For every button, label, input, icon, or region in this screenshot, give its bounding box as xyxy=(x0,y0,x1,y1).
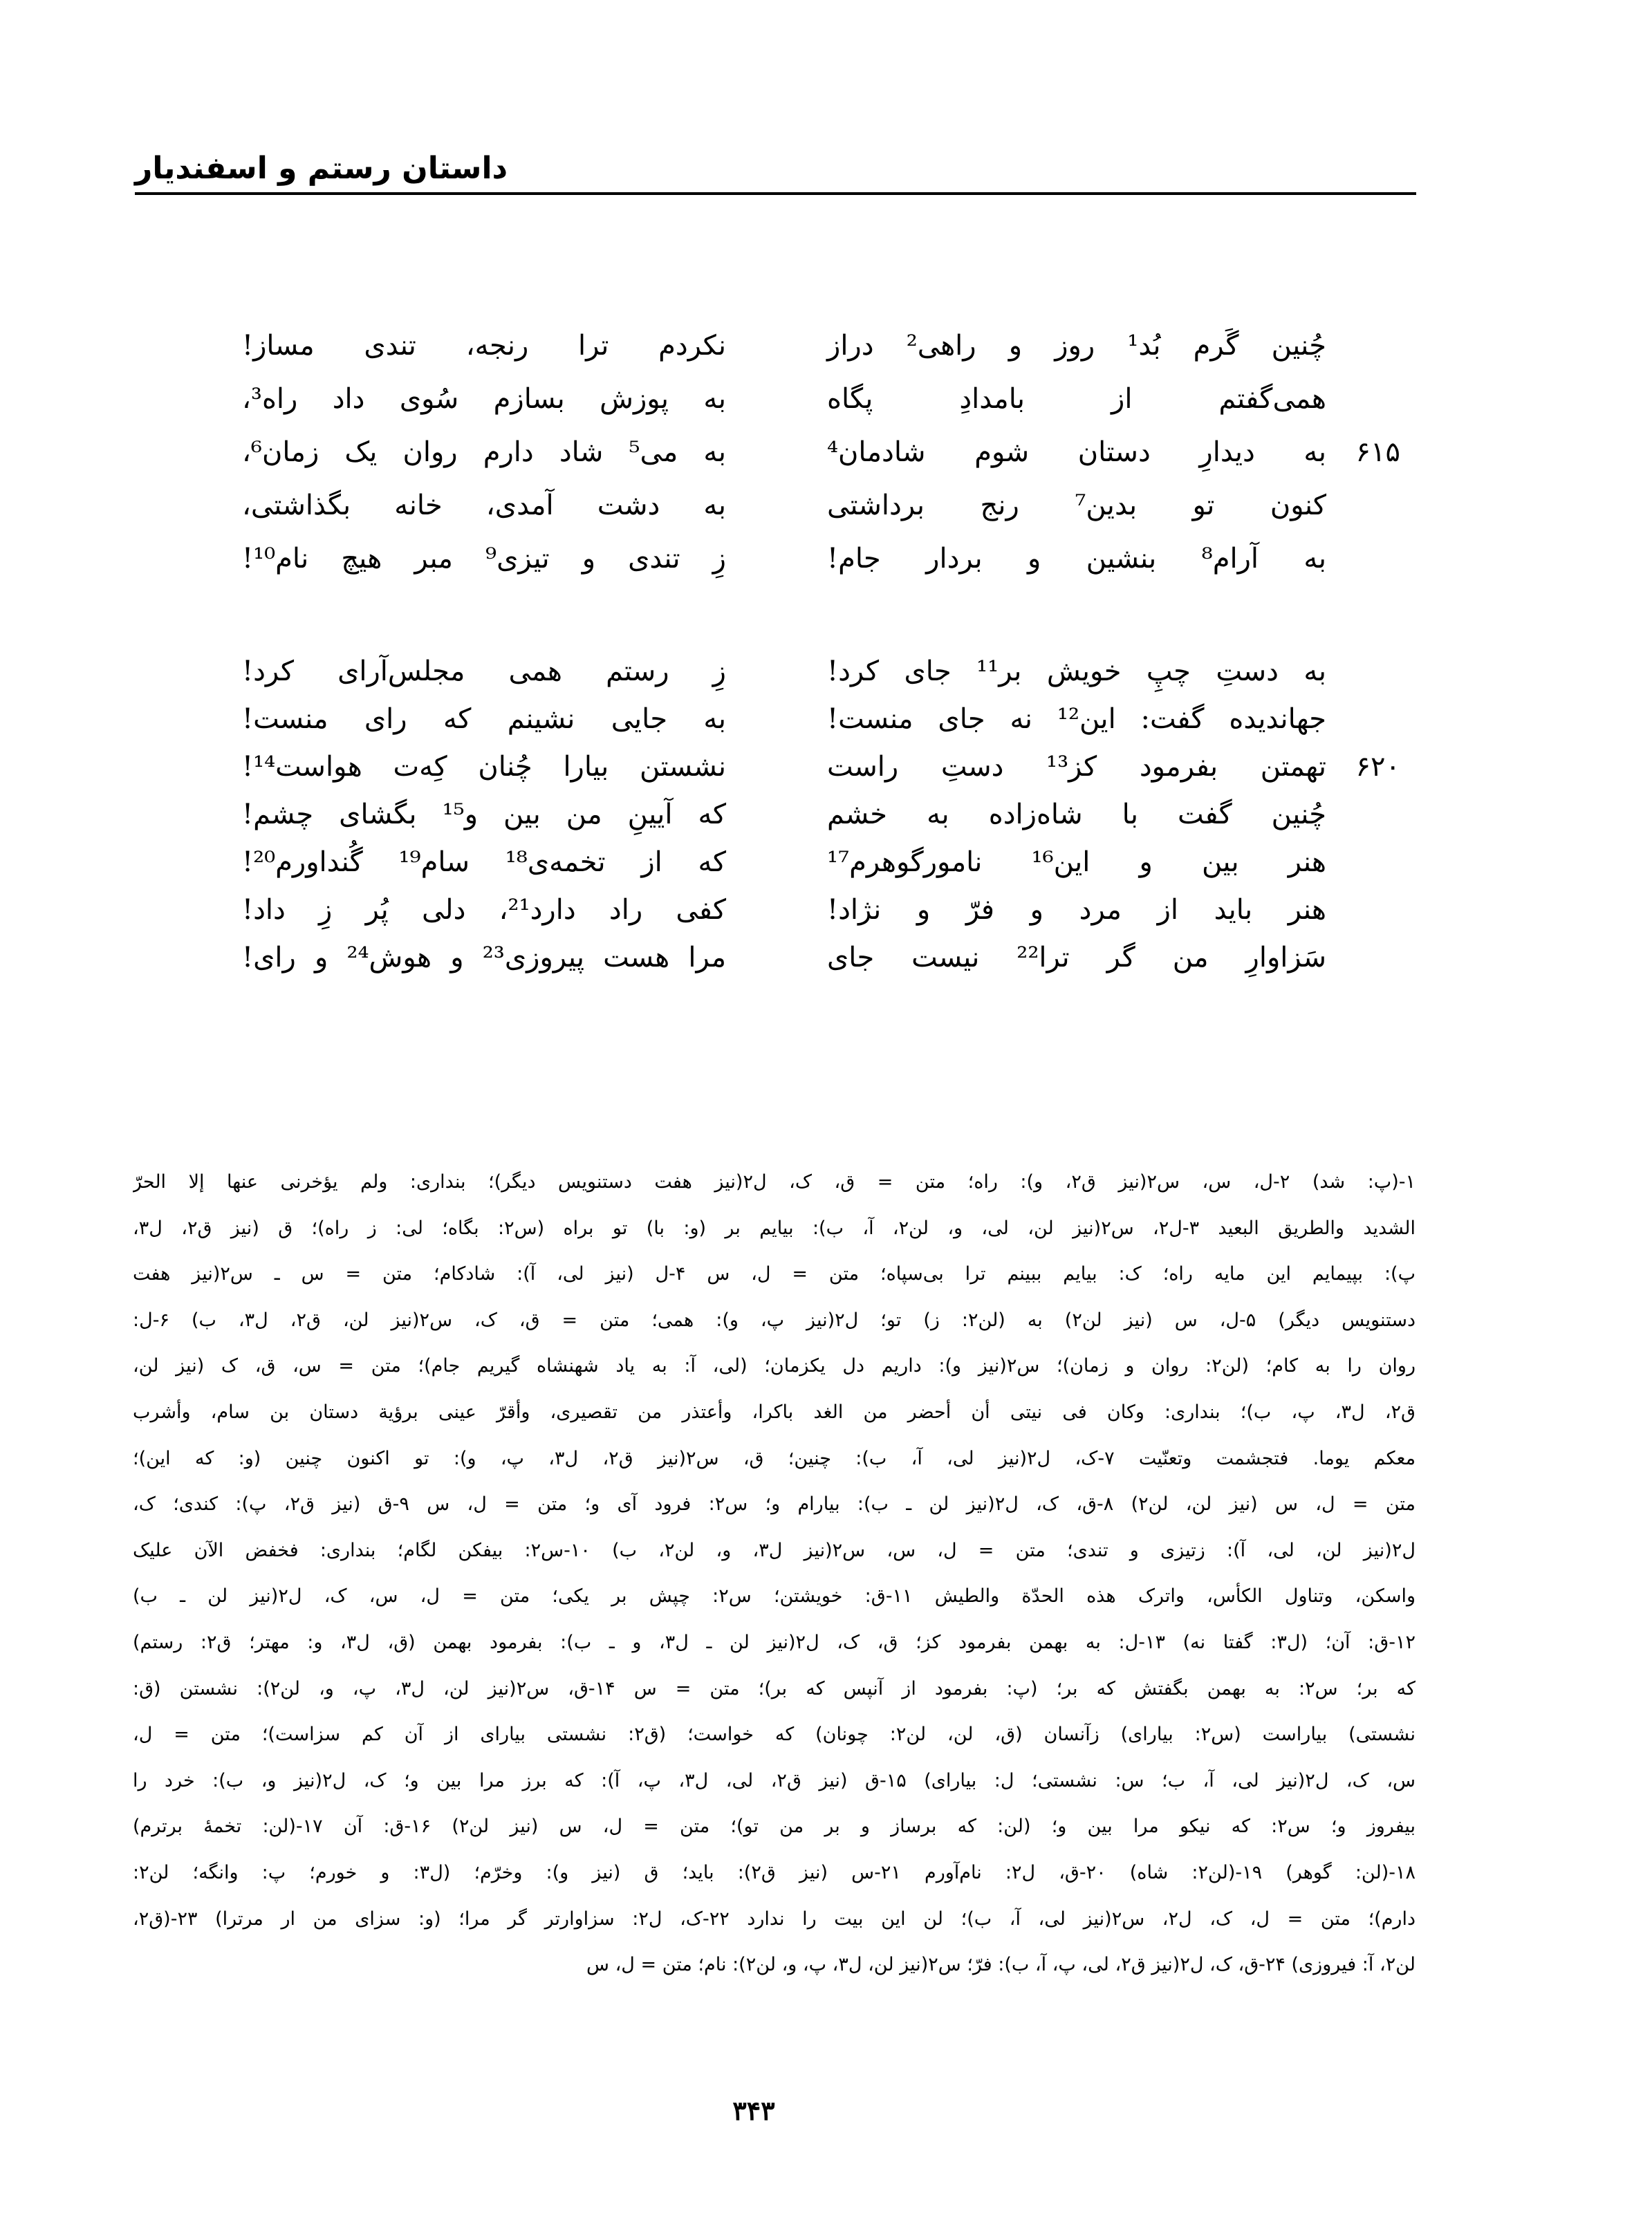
footnote-line: ۱۲-ق: آن؛ (ل۳: گفتا نه) ۱۳-ل: به بهمن بفرمود کز؛ ق، ک، ل۲(نیز لن ـ ل۳، و ـ ب): بفرمود بهمن (ق، ل۳، و: مهتر؛ ق۲: رستم) xyxy=(133,1631,1416,1653)
verse-line: تهمتن بفرمود کز¹³ دستِ راست xyxy=(827,751,1326,783)
footnote-line: معکم یوما. فتجشمت وتعنّیت ۷-ک، ل۲(نیز لی، آ، ب): چنین؛ ق، س۲(نیز ق۲، ل۳، پ، و): تو اکنون چنین (و: که این)؛ xyxy=(133,1447,1416,1469)
verse-line: سَزاوارِ من گر ترا²² نیست جای xyxy=(827,942,1326,973)
verse-number: ۶۲۰ xyxy=(1355,751,1400,783)
verse-line: چُنین گَرم بُد¹ روز و راهی² دراز xyxy=(827,330,1326,362)
verse-block-1-right-column xyxy=(827,319,1326,586)
footnote-line: لن۲، آ: فیروزی) ۲۴-ق، ک، ل۲(نیز ق۲، لی، پ، آ، ب): فرّ؛ س۲(نیز لن، ل۳، پ، و، لن۲): نام؛ متن = ل، س xyxy=(586,1954,1416,1976)
verse-line: کنون تو بدین⁷ رنج برداشتی xyxy=(827,490,1326,521)
footnote-line: الشدید والطریق البعید ۳-ل۲، س۲(نیز لن، لی، و، لن۲، آ، ب): بیایم بر (و: با) تو براه (س۲: بگاه؛ لی: ز راه)؛ ق (نیز ق۲، ل۳، xyxy=(133,1217,1416,1239)
footnote-line: دستنویس دیگر) ۵-ل، س (نیز لن۲) به (لن۲: ز) تو؛ ل۲(نیز پ، و): همی؛ متن = ق، ک، س۲(نیز لن، ق۲، ل۳، ب) ۶-ل: xyxy=(133,1309,1416,1331)
footnote-line: ل۲(نیز لن، لی، آ): زتیزی و تندی؛ متن = ل، س، س۲(نیز ل۳، و، لن۲، ب) ۱۰-س۲: بیفکن لگام؛ بنداری: فخفض الآن علیک xyxy=(133,1539,1416,1561)
verse-line: مرا هست پیروزی²³ و هوش²⁴ و رای! xyxy=(242,942,726,973)
verse-line: همی‌گفتم از بامدادِ پگاه xyxy=(827,383,1326,415)
footnote-line: بیفروز و؛ س۲: که نیکو مرا بین و؛ (لن: که برساز و بر من تو)؛ متن = ل، س (نیز لن۲) ۱۶-ق: آن ۱۷-(لن: تخمهٔ برترم) xyxy=(133,1816,1416,1838)
verse-line: هنر باید از مرد و فرّ و نژاد! xyxy=(827,894,1326,926)
verse-line: جهاندیده گفت: این¹² نه جای منست! xyxy=(827,703,1326,735)
verse-line: کفی راد دارد²¹، دلی پُر زِ داد! xyxy=(242,894,726,926)
verse-block-2-right-column xyxy=(827,648,1326,982)
footnote-line: ۱۸-(لن: گوهر) ۱۹-(لن۲: شاه) ۲۰-ق، ل۲: نام‌آورم ۲۱-س (نیز ق۲): باید؛ ق (نیز و): وخرّم؛ (ل۳: و خورم؛ پ: وانگه؛ لن۲: xyxy=(133,1861,1416,1883)
verse-number: ۶۱۵ xyxy=(1355,436,1400,468)
footnote-line: که بر؛ س۲: به بهمن بگفتش که بر؛ (پ: بفرمود از آنپس که بر)؛ متن = س ۱۴-ق، س۲(نیز لن، ل۳، پ، و، لن۲): نشستن (ق: xyxy=(133,1677,1416,1699)
verse-line: به دستِ چپِ خویش بر¹¹ جای کرد! xyxy=(827,655,1326,687)
verse-line: چُنین گفت با شاه‌زاده به خشم xyxy=(827,799,1326,830)
verse-line: به دیدارِ دستان شوم شادمان⁴ xyxy=(827,436,1326,468)
running-header-title: داستان رستم و اسفندیار xyxy=(135,151,508,186)
verse-line: به دشت آمدی، خانه بگذاشتی، xyxy=(242,490,726,521)
verse-line: زِ رستم همی مجلس‌آرای کرد! xyxy=(242,655,726,687)
footnote-line: س، ک، ل۲(نیز لی، آ، ب؛ س: نشستی؛ ل: بیارای) ۱۵-ق (نیز ق۲، لی، ل۳، پ، آ): که برز مرا بین و؛ ک، ل۲(نیز و، ب): خرد را xyxy=(133,1769,1416,1791)
footnotes xyxy=(133,1159,1416,1988)
footnote-line: ق۲، ل۳، پ، ب)؛ بنداری: وکان فی نیتی أن أحضر من الغد باکرا، وأعتذر من تقصیری، وأقرّ عینی برؤیة دستان بن سام، وأشرب xyxy=(133,1401,1416,1423)
verse-line: هنر بین و این¹⁶ نامورگوهرم¹⁷ xyxy=(827,846,1327,878)
footnote-line: پ): بپیمایم این مایه راه؛ ک: بیایم ببینم ترا بی‌سپاه؛ متن = ل، س ۴-ل (نیز لی، آ): شادکام؛ متن = س ـ س۲(نیز هفت xyxy=(133,1263,1416,1285)
verse-line: که آیینِ من بین و¹⁵ بگشای چشم! xyxy=(242,799,726,830)
footnote-line: نشستی) بیاراست (س۲: بیارای) زآنسان (ق، لن، لن۲: چونان) که خواست؛ (ق۲: نشستی بیارای از آن کم سزاست)؛ متن = ل، xyxy=(133,1724,1416,1746)
header-rule xyxy=(135,192,1416,195)
verse-line: به پوزش بسازم سُوی داد راه³، xyxy=(242,383,726,415)
footnote-line: واسکن، وتناول الکأس، واترک هذه الحدّة والطیش ۱۱-ق: خویشتن؛ س۲: چپش بر یکی؛ متن = ل، س، ک، ل۲(نیز لن ـ ب) xyxy=(133,1585,1416,1608)
verse-line: به آرام⁸ بنشین و بردار جام! xyxy=(827,543,1327,575)
verse-line: نکردم ترا رنجه، تندی مساز! xyxy=(242,330,726,362)
verse-line: به جایی نشینم که رای منست! xyxy=(242,703,726,735)
page-number: ۳۴۳ xyxy=(732,2095,775,2126)
verse-block-2-left-column xyxy=(242,648,726,982)
footnote-line: روان را به کام؛ (لن۲: روان و زمان)؛ س۲(نیز و): داریم دل یکزمان؛ (لی، آ: به یاد شهنشاه گیریم جام)؛ متن = س، ق، ک (نیز لن، xyxy=(133,1355,1416,1377)
verse-line: که از تخمه‌ی¹⁸ سام¹⁹ گُنداورم²⁰! xyxy=(242,846,726,878)
footnote-line: ۱-(پ: شد) ۲-ل، س، س۲(نیز ق۲، و): راه؛ متن = ق، ک، ل۲(نیز هفت دستنویس دیگر)؛ بنداری: ولم یؤخرنی عنها إلا الحرّ xyxy=(133,1171,1416,1193)
verse-line: نشستن بیارا چُنان کِه‌ت هواست¹⁴! xyxy=(242,751,726,783)
footnote-line: متن = ل، س (نیز لن، لن۲) ۸-ق، ک، ل۲(نیز لن ـ ب): بیارام و؛ س۲: فرود آی و؛ متن = ل، س ۹-ق (نیز ق۲، پ): کندی؛ ک، xyxy=(133,1493,1416,1516)
verse-line: به می⁵ شاد دارم روان یک زمان⁶، xyxy=(242,436,726,468)
verse-line: زِ تندی و تیزی⁹ مبر هیچ نام¹⁰! xyxy=(242,543,726,575)
verse-block-1-left-column xyxy=(242,319,726,586)
footnote-line: دارم)؛ متن = ل، ک، ل۲، س۲(نیز لی، آ، ب)؛ لن این بیت را ندارد ۲۲-ک، ل۲: سزاوارتر گر مرا؛ (و: سزای من ار مرترا) ۲۳-(ق۲، xyxy=(133,1908,1416,1930)
